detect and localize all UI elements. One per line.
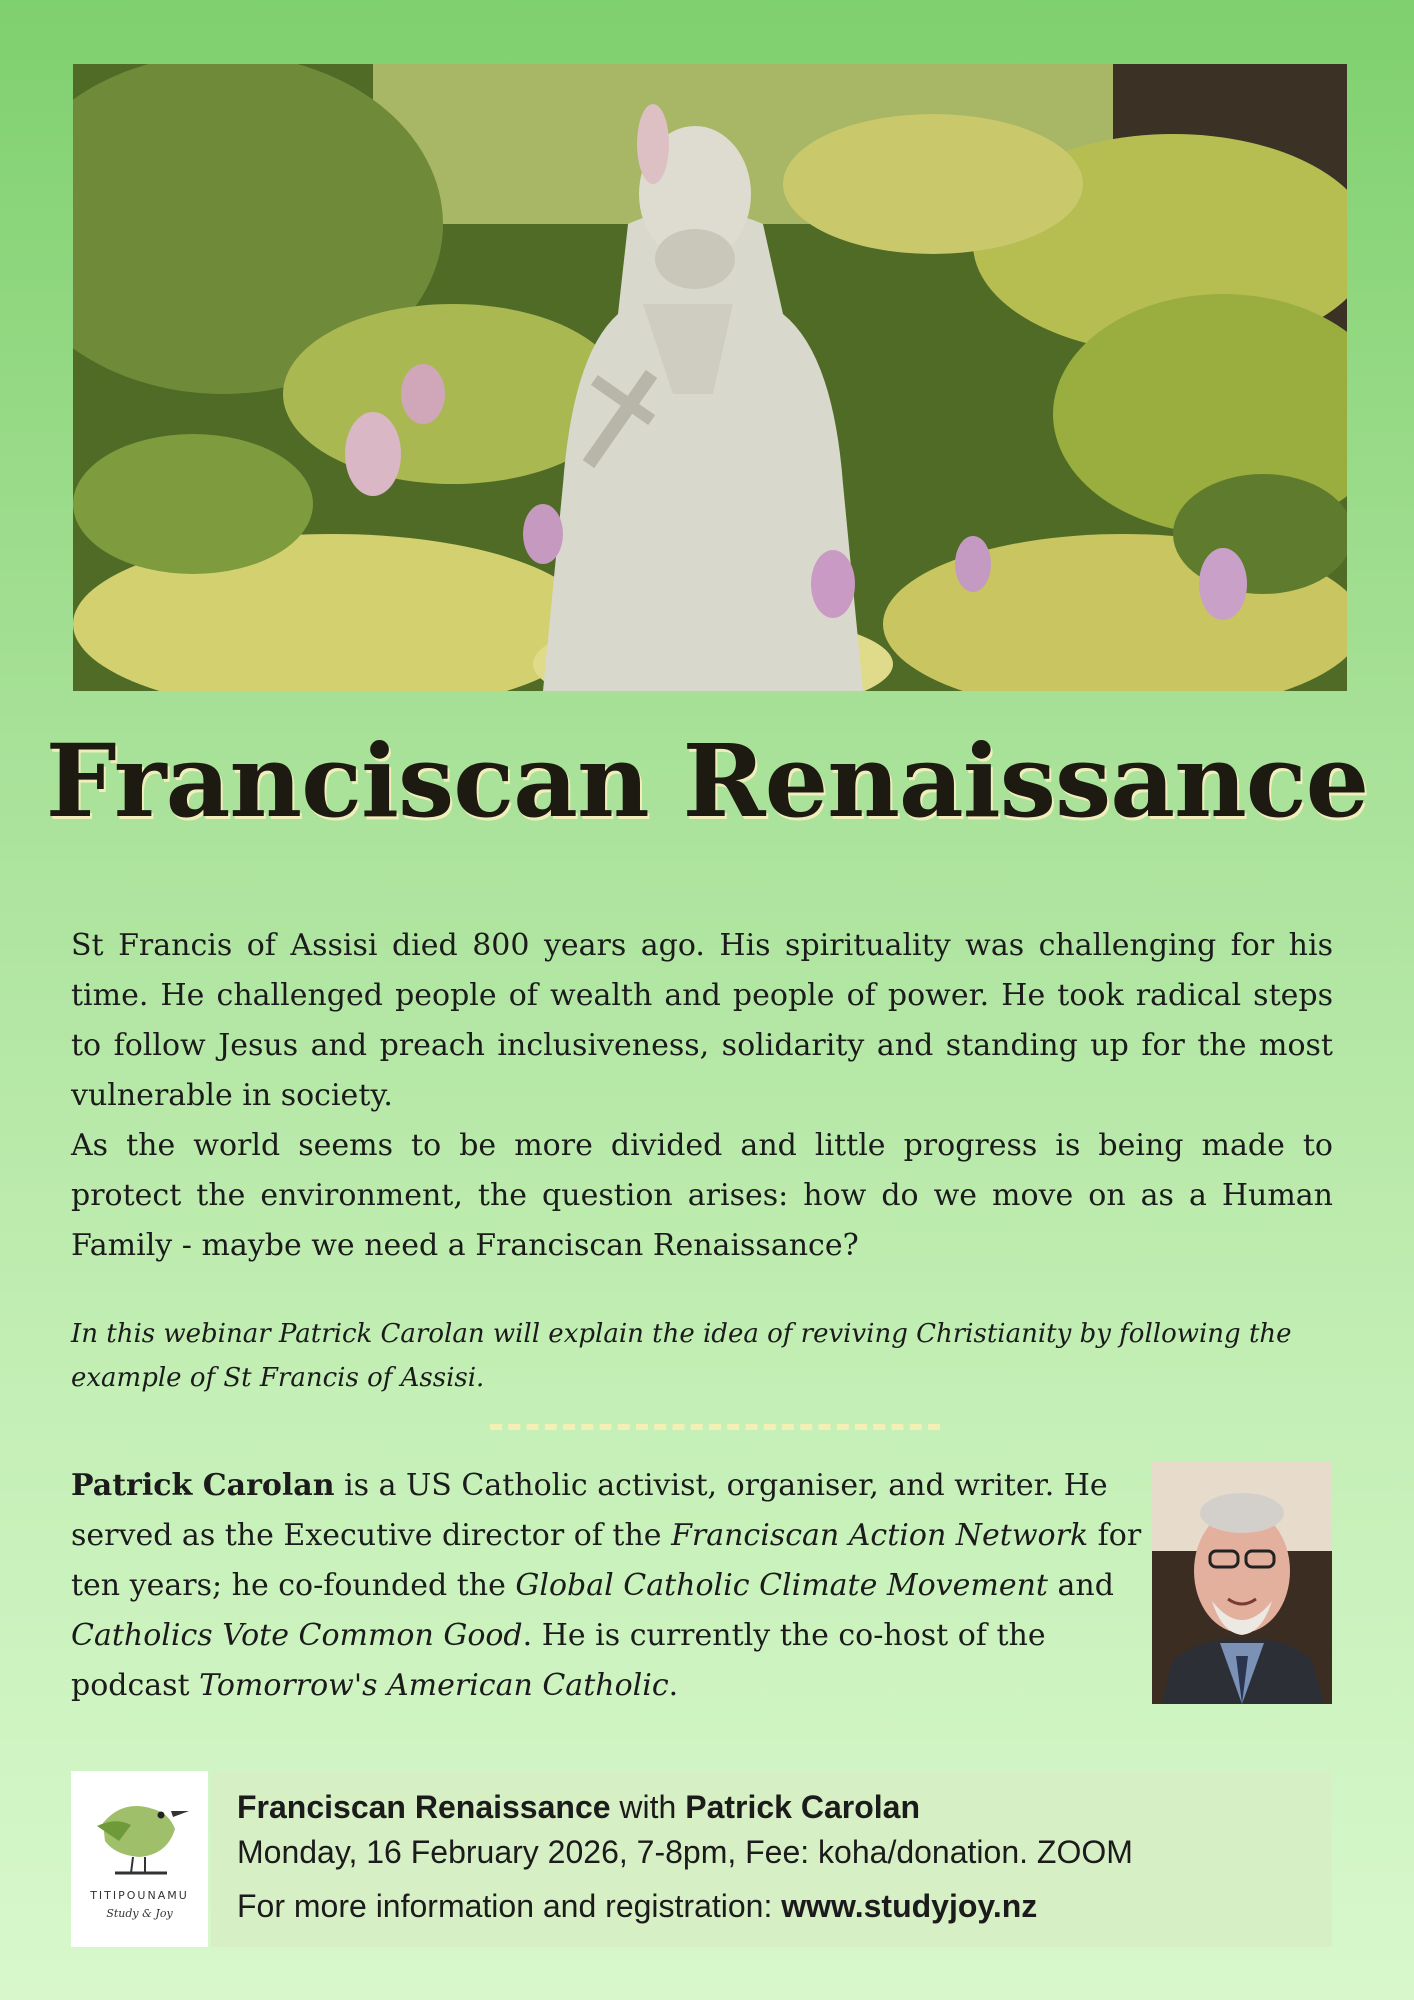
titipounamu-logo <box>71 1771 208 1947</box>
bio-text-1: is a US Catholic activist, organiser, and writer. He served as the Executive director of the <box>71 1468 1108 1553</box>
speaker-portrait <box>1152 1461 1332 1704</box>
event-title-line <box>237 1789 920 1826</box>
bio-text-4: . He is currently the co-host of the podcast <box>71 1618 1046 1703</box>
website-link[interactable]: www.studyjoy.nz <box>781 1888 1038 1924</box>
bio-org-1: Franciscan Action Network <box>671 1518 1089 1553</box>
speaker-bio <box>71 1461 1146 1711</box>
page-title: Franciscan Renaissance <box>45 722 1369 840</box>
bio-text-2: for ten years; he co-founded the <box>71 1518 1142 1603</box>
section-divider <box>490 1424 940 1430</box>
bio-org-3: Catholics Vote Common Good <box>71 1618 523 1653</box>
description-paragraph-2: As the world seems to be more divided and little progress is being made to protect the environment, the question arises: how do we move on as a Human Family - maybe we need a Franciscan Renaissance? <box>71 1128 1333 1263</box>
bio-org-2: Global Catholic Climate Movement <box>515 1568 1048 1603</box>
event-info-box <box>211 1771 1332 1947</box>
logo-name: TITIPOUNAMU <box>90 1889 189 1902</box>
bird-icon <box>71 1771 208 1886</box>
event-details: Monday, 16 February 2026, 7-8pm, Fee: koha/donation. ZOOM <box>237 1834 1133 1870</box>
event-speaker: Patrick Carolan <box>685 1789 920 1825</box>
registration-prefix: For more information and registration: <box>237 1888 782 1924</box>
description-paragraph-1: St Francis of Assisi died 800 years ago. His spirituality was challenging for his time. He challenged people of wealth and people of power. He took radical steps to follow Jesus and preach inclusiveness, solidarity and standing up for the most vulnerable in society. <box>71 928 1333 1113</box>
logo-tagline: Study & Joy <box>106 1907 173 1920</box>
event-with: with <box>610 1789 686 1825</box>
hero-photo-st-francis-statue <box>73 64 1347 691</box>
webinar-intro: In this webinar Patrick Carolan will explain the idea of reviving Christianity by following the example of St Francis of Assisi. <box>71 1319 1292 1393</box>
event-title: Franciscan Renaissance <box>237 1789 611 1825</box>
event-registration-line <box>237 1888 1037 1925</box>
bio-text-5: . <box>668 1668 679 1703</box>
speaker-name: Patrick Carolan <box>71 1468 335 1503</box>
bio-podcast: Tomorrow's American Catholic <box>199 1668 669 1703</box>
bio-text-3: and <box>1047 1568 1114 1603</box>
